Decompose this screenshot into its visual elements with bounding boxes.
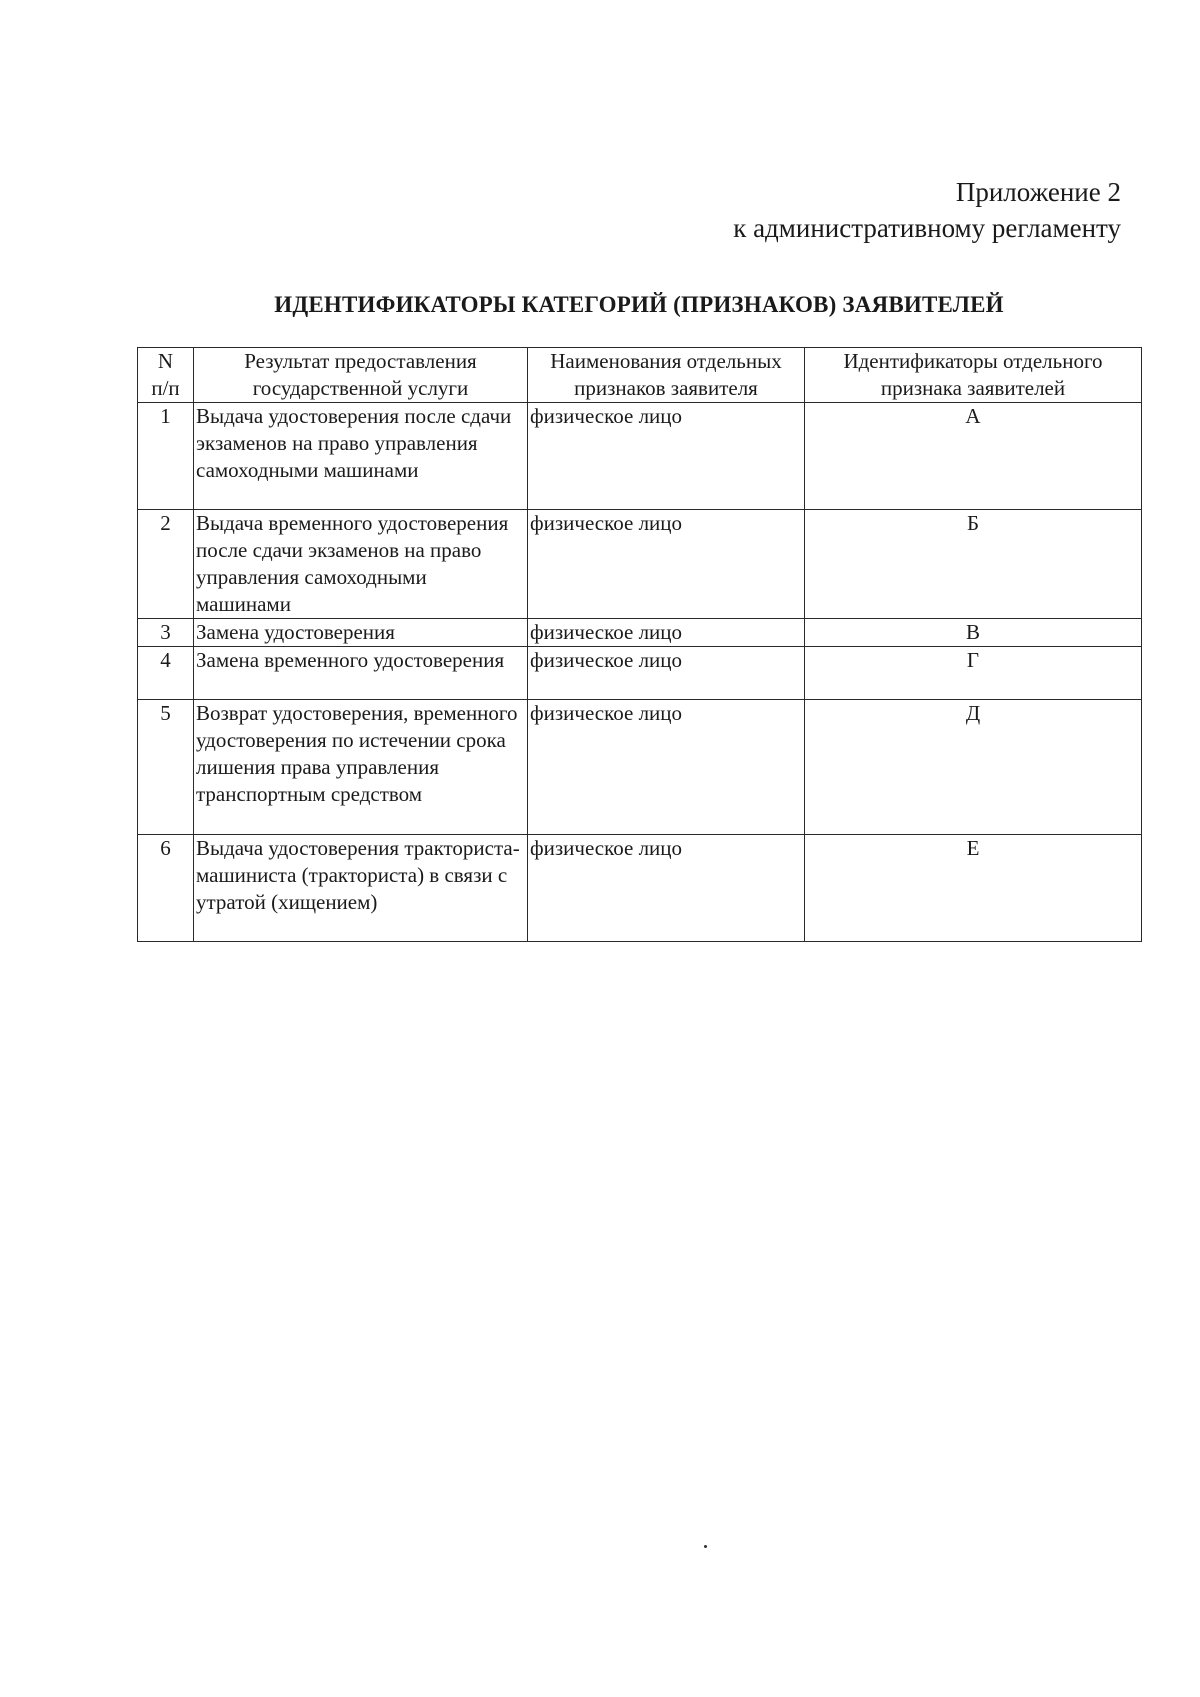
- row-result: Выдача удостоверения после сдачи экзаменов на право управления самоходными машинами: [194, 403, 528, 510]
- header-result: [194, 348, 528, 403]
- appendix-reference: к административному регламенту: [733, 213, 1121, 243]
- table-row: [138, 700, 1142, 835]
- row-identifier: Е: [805, 835, 1142, 942]
- row-feature-name: физическое лицо: [528, 403, 805, 510]
- header-feature-name: [528, 348, 805, 403]
- document-title: ИДЕНТИФИКАТОРЫ КАТЕГОРИЙ (ПРИЗНАКОВ) ЗАЯВИТЕЛЕЙ: [274, 292, 1004, 317]
- row-number: 4: [138, 647, 194, 700]
- row-number: 2: [138, 510, 194, 619]
- row-feature-name: физическое лицо: [528, 700, 805, 835]
- row-identifier: Б: [805, 510, 1142, 619]
- row-result: Возврат удостоверения, временного удостоверения по истечении срока лишения права управления транспортным средством: [194, 700, 528, 835]
- table-row: [138, 835, 1142, 942]
- applicant-identifiers-table: [137, 347, 1142, 942]
- scan-speck: [704, 1545, 707, 1548]
- header-identifier: [805, 348, 1142, 403]
- header-feature-name-line1: Наименования отдельных: [550, 349, 782, 373]
- row-identifier: Д: [805, 700, 1142, 835]
- row-identifier: В: [805, 619, 1142, 647]
- table-row: [138, 619, 1142, 647]
- row-number: 1: [138, 403, 194, 510]
- header-number-line1: N: [157, 349, 174, 373]
- header-identifier-line1: Идентификаторы отдельного: [843, 349, 1103, 373]
- row-result: Выдача временного удостоверения после сдачи экзаменов на право управления самоходными машинами: [194, 510, 528, 619]
- row-number: 5: [138, 700, 194, 835]
- row-result: Замена временного удостоверения: [194, 647, 528, 700]
- row-feature-name: физическое лицо: [528, 619, 805, 647]
- header-identifier-line2: признака заявителей: [880, 376, 1066, 400]
- header-number: [138, 348, 194, 403]
- header-number-line2: п/п: [151, 376, 180, 400]
- header-result-line1: Результат предоставления: [244, 349, 477, 373]
- row-result: Замена удостоверения: [194, 619, 528, 647]
- table-row: [138, 403, 1142, 510]
- header-feature-name-line2: признаков заявителя: [574, 376, 758, 400]
- table-header-row: [138, 348, 1142, 403]
- row-identifier: А: [805, 403, 1142, 510]
- appendix-number: Приложение 2: [955, 177, 1121, 207]
- table-row: [138, 647, 1142, 700]
- appendix-header: [733, 174, 1121, 246]
- row-feature-name: физическое лицо: [528, 835, 805, 942]
- row-feature-name: физическое лицо: [528, 510, 805, 619]
- row-feature-name: физическое лицо: [528, 647, 805, 700]
- row-identifier: Г: [805, 647, 1142, 700]
- row-number: 6: [138, 835, 194, 942]
- header-result-line2: государственной услуги: [252, 376, 469, 400]
- row-number: 3: [138, 619, 194, 647]
- table-row: [138, 510, 1142, 619]
- row-result: Выдача удостоверения тракториста-машиниста (тракториста) в связи с утратой (хищением): [194, 835, 528, 942]
